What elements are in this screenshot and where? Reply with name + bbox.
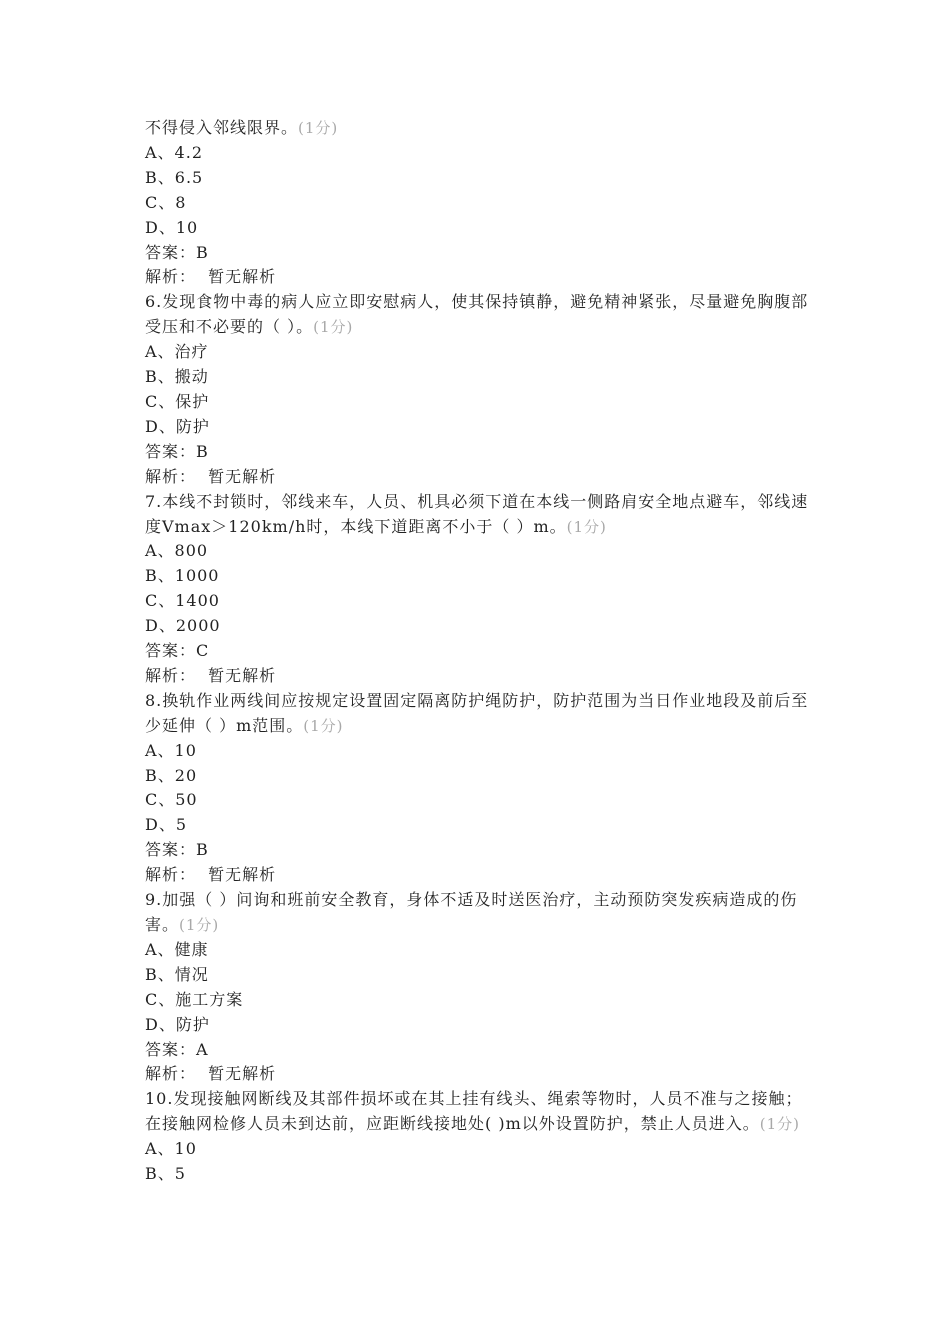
answer-option (145, 415, 810, 440)
score-label: (1分) (303, 716, 344, 735)
answer-option (145, 340, 810, 365)
line-text: A、10 (145, 1139, 197, 1159)
answer-option (145, 963, 810, 988)
line-text: D、2000 (145, 616, 221, 636)
line-text: B、1000 (145, 566, 220, 586)
line-text: B、20 (145, 765, 198, 785)
question-stem (145, 290, 810, 340)
analysis-text (145, 664, 810, 689)
answer-option (145, 813, 810, 838)
line-text: 10.发现接触网断线及其部件损坏或在其上挂有线头、绳索等物时，人员不准与之接触；在接触网检修人员未到达前，应距断线接地处( )m以外设置防护，禁止人员进入。 (145, 1089, 803, 1134)
line-text: A、治疗 (145, 342, 209, 362)
question-stem (145, 116, 810, 141)
question-stem (145, 888, 810, 938)
answer-option (145, 1013, 810, 1038)
answer-option (145, 141, 810, 166)
line-text: A、10 (145, 740, 197, 760)
line-text: C、施工方案 (145, 989, 244, 1009)
line-text: C、保护 (145, 391, 210, 411)
line-text: B、情况 (145, 964, 209, 984)
question-stem (145, 490, 810, 540)
line-text: 解析： 暂无解析 (145, 665, 277, 685)
score-label: (1分) (298, 119, 339, 137)
analysis-text (145, 465, 810, 490)
answer-key (145, 838, 810, 863)
analysis-text (145, 863, 810, 888)
line-text: 解析： 暂无解析 (145, 466, 277, 486)
answer-option (145, 788, 810, 813)
question-list (145, 116, 810, 1187)
answer-option (145, 564, 810, 589)
question-stem (145, 1087, 810, 1137)
answer-option (145, 365, 810, 390)
answer-option (145, 938, 810, 963)
line-text: D、防护 (145, 416, 210, 436)
line-text: 8.换轨作业两线间应按规定设置固定隔离防护绳防护，防护范围为当日作业地段及前后至少延伸（ ）m范围。 (145, 690, 809, 735)
line-text: B、6.5 (145, 167, 204, 187)
answer-option (145, 191, 810, 216)
line-text: 解析： 暂无解析 (145, 267, 277, 287)
answer-option (145, 166, 810, 191)
line-text: A、4.2 (145, 142, 204, 162)
score-label: (1分) (566, 517, 607, 536)
line-text: B、搬动 (145, 367, 209, 387)
answer-option (145, 589, 810, 614)
line-text: 答案：B (145, 840, 209, 860)
line-text: 7.本线不封锁时，邻线来车，人员、机具必须下道在本线一侧路肩安全地点避车，邻线速度Vmax＞120km/h时，本线下道距离不小于（ ）m。 (145, 491, 809, 536)
line-text: 9.加强（ ）问询和班前安全教育，身体不适及时送医治疗，主动预防突发疾病造成的伤害。 (145, 890, 798, 934)
line-text: 答案：A (145, 1039, 209, 1059)
score-label: (1分) (179, 916, 220, 934)
answer-option (145, 1162, 810, 1187)
line-text: C、1400 (145, 591, 220, 611)
answer-option (145, 390, 810, 415)
line-text: 6.发现食物中毒的病人应立即安慰病人，使其保持镇静，避免精神紧张，尽量避免胸腹部受压和不必要的（ ）。 (145, 292, 809, 337)
line-text: A、800 (145, 541, 209, 561)
line-text: C、50 (145, 790, 198, 810)
line-text: 解析： 暂无解析 (145, 865, 277, 885)
answer-option (145, 614, 810, 639)
answer-option (145, 539, 810, 564)
line-text: C、8 (145, 192, 187, 212)
answer-option (145, 988, 810, 1013)
answer-option (145, 764, 810, 789)
answer-option (145, 739, 810, 764)
line-text: D、5 (145, 815, 188, 835)
question-stem (145, 689, 810, 739)
answer-option (145, 216, 810, 241)
line-text: 答案：B (145, 441, 209, 461)
answer-option (145, 1137, 810, 1162)
analysis-text (145, 265, 810, 290)
line-text: 答案：C (145, 641, 210, 661)
score-label: (1分) (759, 1115, 800, 1134)
score-label: (1分) (313, 318, 354, 337)
answer-key (145, 1038, 810, 1063)
answer-key (145, 639, 810, 664)
line-text: 答案：B (145, 242, 209, 262)
answer-key (145, 440, 810, 465)
line-text: 解析： 暂无解析 (145, 1064, 277, 1084)
line-text: 不得侵入邻线限界。 (145, 118, 299, 137)
analysis-text (145, 1062, 810, 1087)
line-text: D、10 (145, 217, 199, 237)
line-text: A、健康 (145, 939, 209, 959)
line-text: D、防护 (145, 1014, 210, 1034)
answer-key (145, 241, 810, 266)
line-text: B、5 (145, 1164, 186, 1184)
